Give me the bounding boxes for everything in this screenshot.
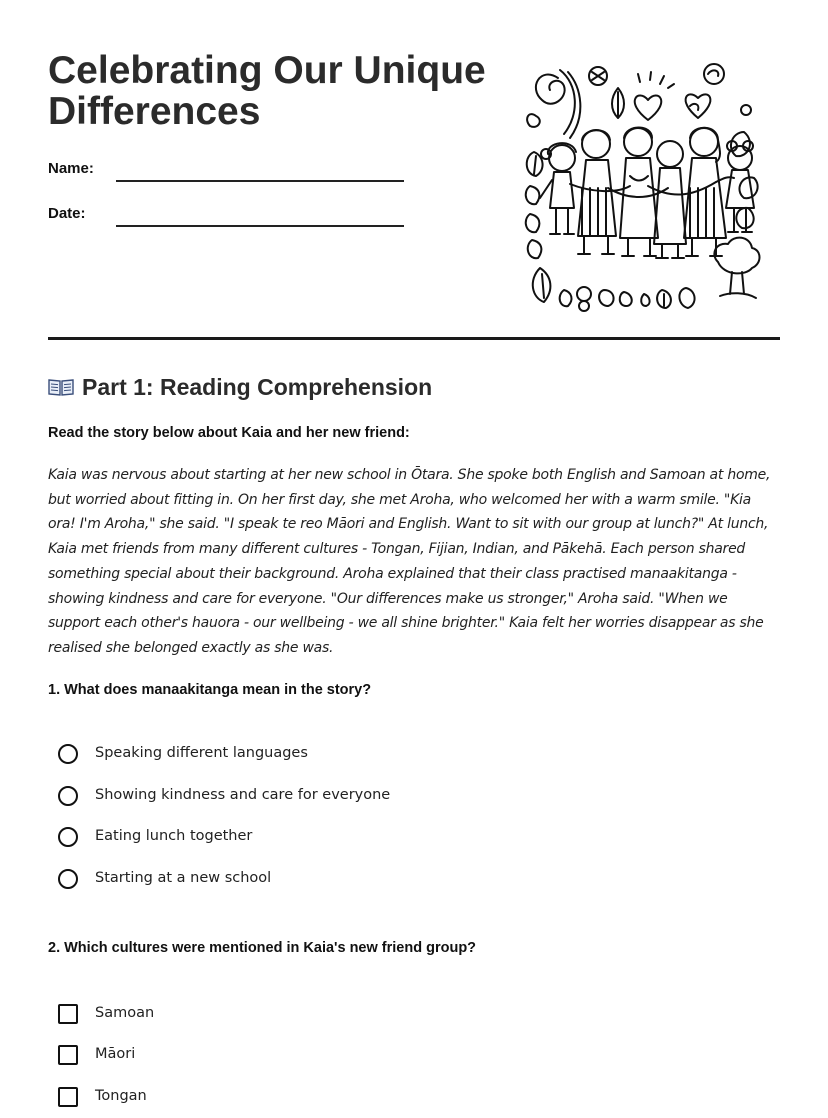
name-field-row [48,158,408,184]
checkbox[interactable] [58,1045,78,1065]
option-label: Māori [95,1046,136,1062]
story-passage: Kaia was nervous about starting at her new school in Ōtara. She spoke both English and Samoan at home, but worried about fitting in. On her first day, she met Aroha, who welcomed her with a warm smile. "Kia ora! I'm Aroha," she said. "I speak te reo Māori and English. Want to sit with our group at lunch?" At lunch, Kaia met friends from many different cultures - Tongan, Fijian, Indian, and Pākehā. Each person shared something special about their background. Aroha explained that their class practised manaakitanga - showing kindness and care for everyone. "Our differences make us stronger," Aroha said. "When we support each other's hauora - our wellbeing - we all shine brighter." Kaia felt her worries disappear as she realised she belonged exactly as she was. [48,467,771,656]
section-divider [48,337,780,340]
date-label: Date: [48,205,86,222]
reading-instruction: Read the story below about Kaia and her new friend: [48,425,410,441]
q2-option-1[interactable] [58,1003,558,1029]
option-label: Samoan [95,1005,155,1021]
date-field-row [48,203,408,229]
option-label: Tongan [95,1088,147,1104]
children-holding-hands-illustration [520,58,770,313]
part-1-heading [48,374,432,401]
q1-option-2[interactable] [58,785,558,811]
checkbox[interactable] [58,1004,78,1024]
option-label: Eating lunch together [95,828,253,844]
radio-button[interactable] [58,827,78,847]
open-book-icon [48,378,74,396]
checkbox[interactable] [58,1087,78,1107]
q1-option-3[interactable] [58,826,558,852]
q2-option-2[interactable] [58,1044,558,1070]
radio-button[interactable] [58,786,78,806]
worksheet-title: Celebrating Our Unique Differences [48,49,486,133]
q1-option-4[interactable] [58,868,558,894]
date-input[interactable] [116,225,404,227]
radio-button[interactable] [58,869,78,889]
q1-option-1[interactable] [58,743,558,769]
option-label: Showing kindness and care for everyone [95,787,391,803]
radio-button[interactable] [58,744,78,764]
question-2: 2. Which cultures were mentioned in Kaia's new friend group? [48,940,477,956]
name-input[interactable] [116,180,404,182]
option-label: Starting at a new school [95,870,272,886]
name-label: Name: [48,160,94,177]
question-1: 1. What does manaakitanga mean in the story? [48,682,372,698]
option-label: Speaking different languages [95,745,308,761]
part-1-title: Part 1: Reading Comprehension [82,374,433,400]
q2-option-3[interactable] [58,1086,558,1112]
